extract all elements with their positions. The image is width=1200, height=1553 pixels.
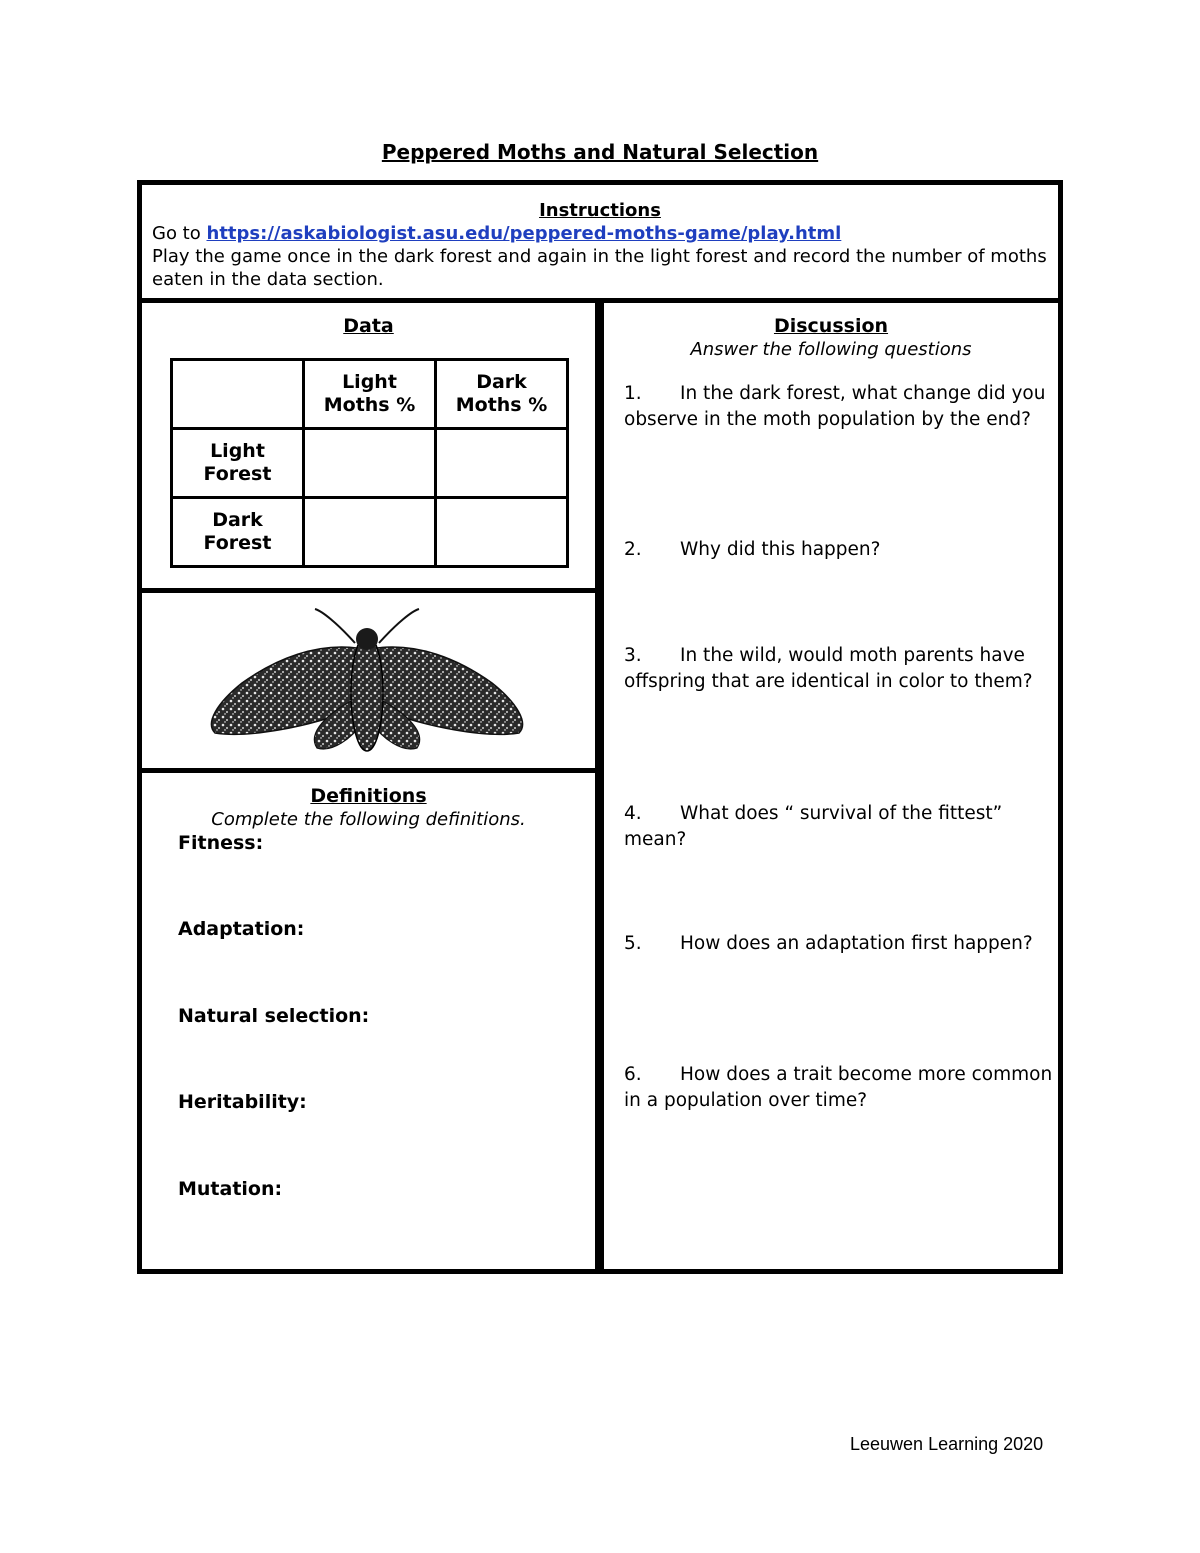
discussion-subtitle: Answer the following questions — [690, 339, 972, 360]
row-light-forest: Light Forest — [172, 429, 304, 498]
data-section — [142, 303, 595, 593]
instructions-heading: Instructions — [539, 200, 661, 221]
instructions-section — [142, 185, 1058, 303]
moth-head — [356, 628, 378, 650]
footer-credit: Leeuwen Learning 2020 — [850, 1434, 1044, 1454]
moth-left-antenna — [315, 609, 355, 643]
question-2: 2. Why did this happen? — [624, 539, 881, 560]
game-link[interactable]: https://askabiologist.asu.edu/peppered-moths-game/play.html — [206, 223, 842, 244]
instructions-body: Play the game once in the dark forest and again in the light forest and record the number of moths eaten in the data section. — [152, 246, 1047, 290]
table-corner-cell — [172, 360, 304, 429]
term-natural-selection: Natural selection: — [178, 1005, 370, 1027]
moth-illustration — [197, 603, 537, 763]
cell-dark-forest-light-moths[interactable] — [304, 498, 436, 567]
moth-image-section — [142, 593, 595, 773]
go-to-label: Go to — [152, 223, 201, 244]
data-table — [170, 358, 569, 568]
term-heritability: Heritability: — [178, 1091, 307, 1113]
header-light-moths: Light Moths % — [304, 360, 436, 429]
row-dark-forest: Dark Forest — [172, 498, 304, 567]
cell-dark-forest-dark-moths[interactable] — [436, 498, 568, 567]
question-5: 5. How does an adaptation first happen? — [624, 933, 1033, 954]
question-6: 6. How does a trait become more common in a population over time? — [624, 1064, 1053, 1111]
discussion-heading: Discussion — [773, 315, 889, 337]
moth-body — [351, 635, 383, 751]
discussion-section — [604, 303, 1058, 1269]
question-1: 1. In the dark forest, what change did you observe in the moth population by the end? — [624, 383, 1046, 430]
definitions-section — [142, 773, 595, 1269]
instructions-link-line — [152, 222, 1048, 245]
page-title: Peppered Moths and Natural Selection — [381, 140, 819, 164]
column-divider — [595, 303, 604, 1269]
definitions-heading: Definitions — [310, 785, 427, 807]
term-adaptation: Adaptation: — [178, 918, 305, 940]
question-4: 4. What does “ survival of the fittest” mean? — [624, 803, 1003, 850]
cell-light-forest-dark-moths[interactable] — [436, 429, 568, 498]
moth-right-antenna — [379, 609, 419, 643]
definitions-subtitle: Complete the following definitions. — [211, 809, 526, 830]
term-fitness: Fitness: — [178, 832, 264, 854]
header-dark-moths: Dark Moths % — [436, 360, 568, 429]
cell-light-forest-light-moths[interactable] — [304, 429, 436, 498]
term-mutation: Mutation: — [178, 1178, 283, 1200]
left-column — [142, 303, 595, 1269]
question-3: 3. In the wild, would moth parents have offspring that are identical in color to them? — [624, 645, 1033, 692]
worksheet-frame — [137, 180, 1063, 1274]
data-heading: Data — [343, 315, 394, 337]
